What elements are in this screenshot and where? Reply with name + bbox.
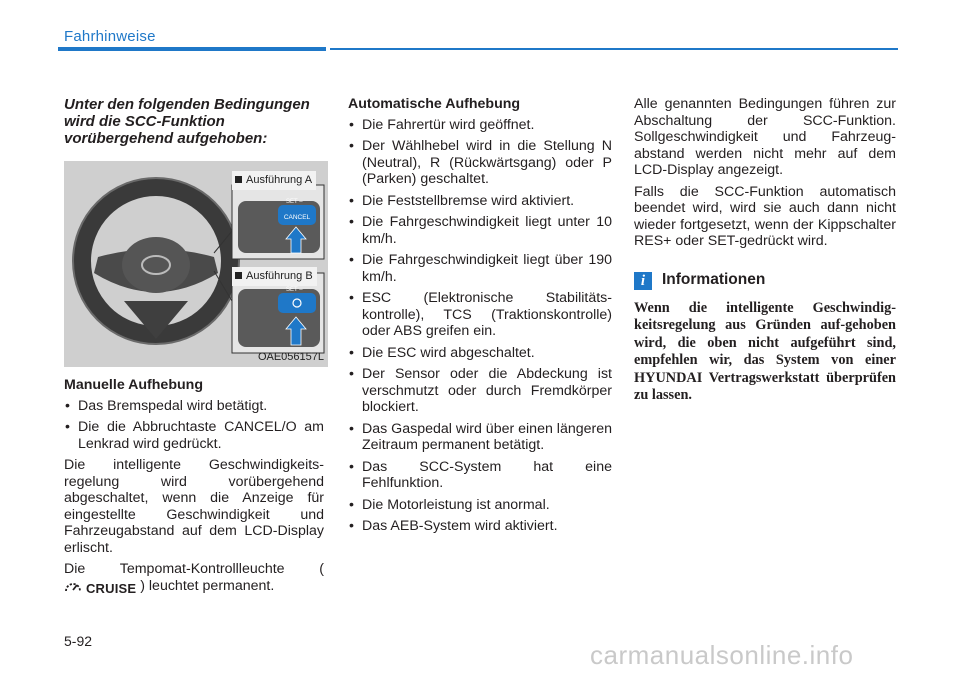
info-title: Informationen (662, 271, 766, 289)
list-item: • Die ESC wird abgeschaltet. (348, 345, 612, 362)
column-middle (348, 96, 612, 540)
info-text: Wenn die intelligente Geschwindig-keitsregelung aus Gründen auf-gehoben wird, die oben nicht aufgeführt sind, empfehlen wir, das System von einer HYUNDAI Vertragswerkstatt überprüfen zu lassen. (634, 299, 896, 403)
list-item: • Die Fahrgeschwindigkeit liegt über 190 km/h. (348, 252, 612, 285)
list-item: • Das Gaspedal wird über einen längeren Zeitraum permanent betätigt. (348, 421, 612, 454)
cruise-indicator-icon: CRUISE (64, 579, 136, 598)
summary-paragraph: Alle genannten Bedingungen führen zur Abschaltung der SCC-Funktion. Sollgeschwindigkeit und Fahrzeug-abstand werden nicht mehr auf dem LCD-Display angezeigt. (634, 96, 896, 178)
list-item: • Die Feststellbremse wird aktiviert. (348, 193, 612, 210)
list-item: • Die Fahrertür wird geöffnet. (348, 117, 612, 134)
info-header (634, 272, 896, 290)
info-icon: i (634, 272, 652, 290)
lcd-paragraph: Die intelligente Geschwindigkeits-regelung wird vorübergehend abgeschaltet, wenn die Anzeige für eingestellte Geschwindigkeit und Fahrzeugabstand auf dem LCD-Display erlischt. (64, 457, 324, 556)
section-title: Fahrhinweise (64, 28, 156, 45)
manual-cancel-title: Manuelle Aufhebung (64, 377, 203, 393)
steering-wheel-illustration (64, 161, 328, 367)
header-rule (330, 48, 898, 50)
manual-cancel-list (64, 398, 324, 453)
list-item: • Die Motorleistung ist anormal. (348, 497, 612, 514)
speedometer-icon (64, 579, 82, 593)
column-left (64, 96, 324, 602)
svg-text:CANCEL: CANCEL (283, 214, 311, 221)
page-number: 5-92 (64, 633, 93, 649)
list-item: • Die Fahrgeschwindigkeit liegt unter 10 km/h. (348, 214, 612, 247)
auto-cancel-title: Automatische Aufhebung (348, 96, 521, 112)
cruise-indicator-paragraph: Die Tempomat-Kontrollleuchte ( CRUISE ) leuchtet permanent. (64, 561, 324, 596)
figure-label-b: Ausführung B (232, 267, 317, 286)
figure-label-a: Ausführung A (232, 171, 316, 190)
list-item: • Das SCC-System hat eine Fehlfunktion. (348, 459, 612, 492)
figure-code: OAE056157L (257, 350, 324, 363)
header-accent-bar (58, 47, 326, 51)
list-item: • Der Wählhebel wird in die Stellung N (Neutral), R (Rückwärtsgang) oder P (Parken) geschaltet. (348, 138, 612, 188)
list-item: • Das AEB-System wird aktiviert. (348, 518, 612, 535)
svg-text:SET –: SET – (286, 287, 303, 293)
list-item: • Das Bremspedal wird betätigt. (64, 398, 324, 415)
list-item: • Der Sensor oder die Abdeckung ist verschmutzt oder durch Fremdkörper blockiert. (348, 366, 612, 416)
watermark: carmanualsonline.info (590, 640, 854, 670)
column-right (634, 96, 896, 405)
list-item: • ESC (Elektronische Stabilitäts-kontrolle), TCS (Traktionskontrolle) oder ABS greifen ein. (348, 290, 612, 340)
svg-text:SET –: SET – (286, 199, 303, 205)
resume-paragraph: Falls die SCC-Funktion automatisch beendet wird, wird sie auch dann nicht wieder fortgesetzt, wenn der Kippschalter RES+ oder SET-gedrückt wird. (634, 183, 896, 249)
auto-cancel-list (348, 117, 612, 535)
list-item: • Die die Abbruchtaste CANCEL/O am Lenkrad wird gedrückt. (64, 419, 324, 452)
steering-wheel-figure (64, 161, 328, 367)
conditions-heading: Unter den folgenden Bedingungen wird die SCC-Funktion vorübergehend aufgehoben: (64, 96, 310, 147)
